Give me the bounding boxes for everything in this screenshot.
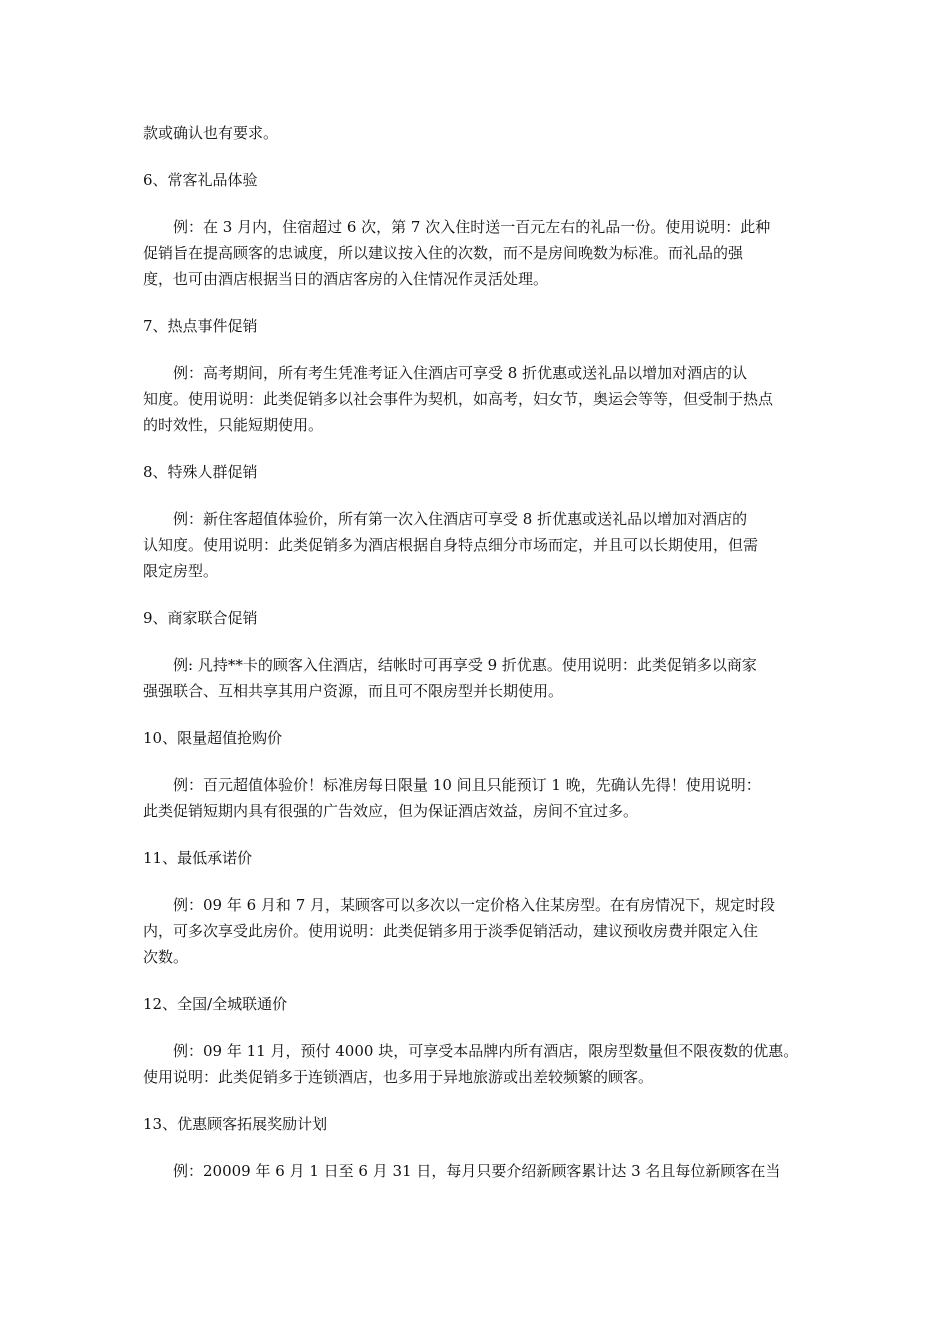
text-line: 例：在 3 月内，住宿超过 6 次，第 7 次入住时送一百元左右的礼品一份。使用说明：此种	[143, 218, 771, 236]
text-line: 的时效性，只能短期使用。	[143, 416, 324, 434]
text-line: 此类促销短期内具有很强的广告效应，但为保证酒店效益，房间不宜过多。	[143, 802, 639, 820]
text-line: 例: 凡持**卡的顾客入住酒店，结帐时可再享受 9 折优惠。使用说明：此类促销多以商家	[143, 656, 757, 674]
text-line: 例：新住客超值体验价，所有第一次入住酒店可享受 8 折优惠或送礼品以增加对酒店的	[143, 510, 748, 528]
text-line: 例：20009 年 6 月 1 日至 6 月 31 日，每月只要介绍新顾客累计达 3 名且每位新顾客在当	[143, 1162, 781, 1180]
section-heading-8: 8、特殊人群促销	[143, 463, 258, 481]
text-line: 内，可多次享受此房价。使用说明：此类促销多用于淡季促销活动，建议预收房费并限定入住	[143, 922, 759, 940]
section-heading-6: 6、常客礼品体验	[143, 171, 258, 189]
text-line: 例：高考期间，所有考生凭准考证入住酒店可享受 8 折优惠或送礼品以增加对酒店的认	[143, 364, 748, 382]
section-body-6	[143, 214, 809, 292]
text-line: 强强联合、互相共享其用户资源，而且可不限房型并长期使用。	[143, 682, 564, 700]
text-line: 认知度。使用说明：此类促销多为酒店根据自身特点细分市场而定，并且可以长期使用，但需	[143, 536, 759, 554]
document-body	[143, 120, 809, 1205]
section-body-13	[143, 1158, 809, 1184]
text-line: 次数。	[143, 948, 189, 966]
text-line: 知度。使用说明：此类促销多以社会事件为契机，如高考，妇女节，奥运会等等，但受制于热点	[143, 390, 774, 408]
text-line: 度，也可由酒店根据当日的酒店客房的入住情况作灵活处理。	[143, 270, 549, 288]
section-heading-12: 12、全国/全城联通价	[143, 995, 288, 1013]
section-heading-9: 9、商家联合促销	[143, 609, 258, 627]
section-heading-11: 11、最低承诺价	[143, 849, 253, 867]
opening-line	[143, 120, 809, 146]
section-body-12	[143, 1038, 809, 1090]
text-line: 促销旨在提高顾客的忠诚度，所以建议按入住的次数，而不是房间晚数为标准。而礼品的强	[143, 244, 744, 262]
section-heading-13: 13、优惠顾客拓展奖励计划	[143, 1115, 328, 1133]
section-body-8	[143, 506, 809, 584]
text-line: 限定房型。	[143, 562, 219, 580]
text-line: 例：百元超值体验价！标准房每日限量 10 间且只能预订 1 晚，先确认先得！使用说明：	[143, 776, 761, 794]
text-line: 例：09 年 6 月和 7 月，某顾客可以多次以一定价格入住某房型。在有房情况下，规定时段	[143, 896, 776, 914]
section-body-11	[143, 892, 809, 970]
section-body-10	[143, 772, 809, 824]
text-line: 使用说明：此类促销多于连锁酒店，也多用于异地旅游或出差较频繁的顾客。	[143, 1068, 654, 1086]
section-body-7	[143, 360, 809, 438]
text-line: 款或确认也有要求。	[143, 124, 279, 142]
section-body-9	[143, 652, 809, 704]
section-heading-10: 10、限量超值抢购价	[143, 729, 283, 747]
text-line: 例：09 年 11 月，预付 4000 块，可享受本品牌内所有酒店，限房型数量但不限夜数的优惠。	[143, 1042, 799, 1060]
section-heading-7: 7、热点事件促销	[143, 317, 258, 335]
